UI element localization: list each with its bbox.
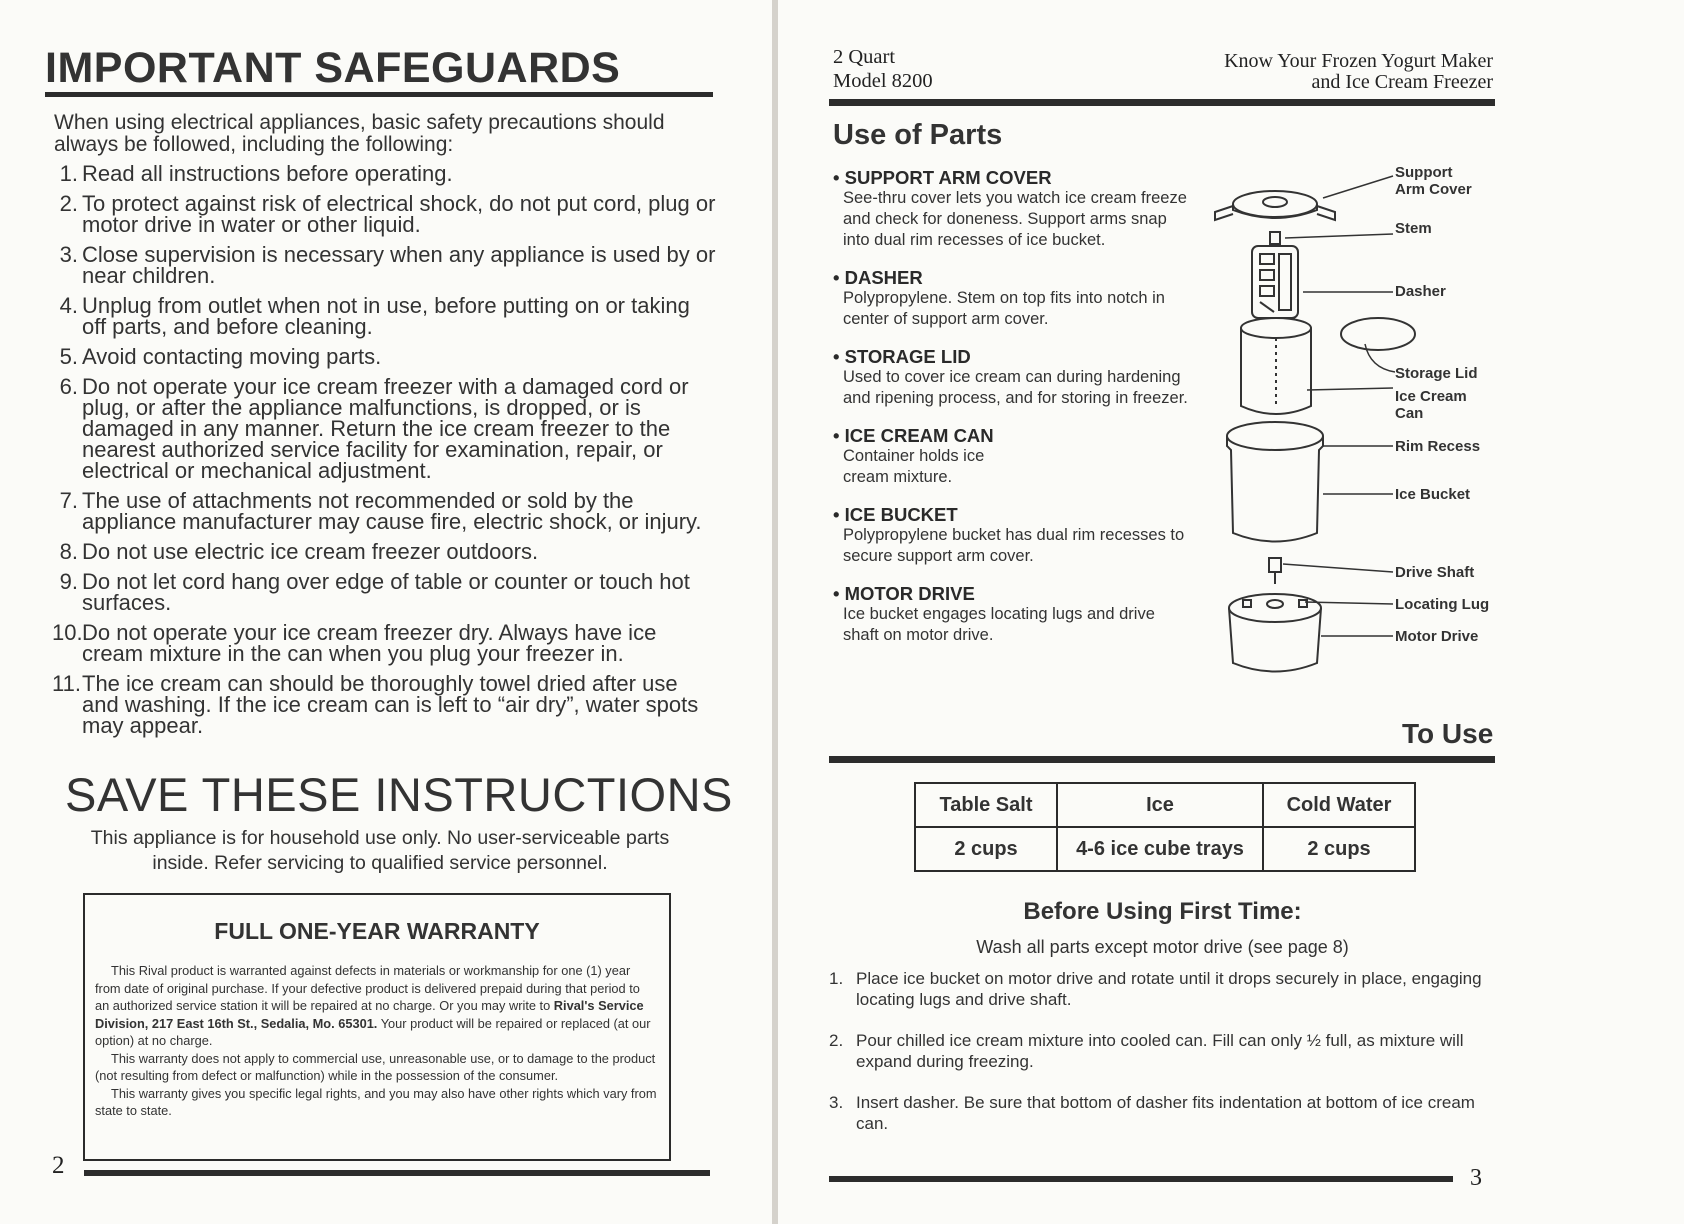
safeguards-list [52, 163, 716, 745]
table-header: Ice [1057, 783, 1263, 827]
table-header: Cold Water [1263, 783, 1415, 827]
label-ice-bucket: Ice Bucket [1395, 486, 1471, 503]
title-rule [45, 92, 713, 97]
household-use-note: This appliance is for household use only. No user-serviceable parts inside. Refer servicing to qualified service personnel. [90, 827, 670, 874]
list-item: • ICE BUCKET Polypropylene bucket has dual rim recesses to secure support arm cover. [833, 504, 1185, 565]
safeguards-title: IMPORTANT SAFEGUARDS [45, 44, 621, 92]
parts-list [833, 167, 1188, 662]
label-rim-recess: Rim Recess [1395, 438, 1481, 455]
label-storage-lid: Storage Lid [1395, 365, 1478, 382]
header-rule [829, 99, 1495, 106]
label-stem: Stem [1395, 220, 1432, 237]
table-cell: 2 cups [1263, 827, 1415, 871]
to-use-rule [829, 756, 1495, 763]
list-item: • STORAGE LID Used to cover ice cream can during hardening and ripening process, and for storing in freezer. [833, 346, 1188, 407]
list-item: 9. Do not let cord hang over edge of table or counter or touch hot surfaces. [59, 569, 690, 615]
table-row [915, 783, 1415, 827]
warranty-text: This Rival product is warranted against defects in materials or workmanship for one (1) year from date of original purchase. If your defective product is delivered prepaid during that period to an authorized service station it will be repaired at no charge. Or you may write to Rival's Service Division, 217 East 16th St., Sedalia, Mo. 65301. Your product will be repaired or replaced (at our option) at no charge. This warranty does not apply to commercial use, unreasonable use, or to damage to the product (not resulting from defect or malfunction) while in the possession of the consumer. This warranty gives you specific legal rights, and you may also have other rights which vary from state to state. [95, 963, 657, 1118]
setup-steps [829, 968, 1484, 1154]
list-item: • ICE CREAM CAN Container holds ice cream mixture. [833, 425, 994, 486]
list-item: 2. To protect against risk of electrical shock, do not put cord, plug or motor drive in water or other liquid. [59, 191, 716, 237]
table-header: Table Salt [915, 783, 1057, 827]
list-item: 3. Insert dasher. Be sure that bottom of dasher fits indentation at bottom of ice cream can. [829, 1093, 1475, 1133]
label-ice-cream-can: Ice Cream Can [1395, 388, 1467, 422]
list-item: 8. Do not use electric ice cream freezer outdoors. [59, 539, 539, 564]
table-cell: 2 cups [915, 827, 1057, 871]
label-motor-drive: Motor Drive [1395, 628, 1479, 645]
model-header: 2 Quart Model 8200 [833, 46, 933, 92]
bottom-rule-left [84, 1170, 710, 1176]
list-item: 10. Do not operate your ice cream freezer dry. Always have ice cream mixture in the can when you plug your freezer in. [52, 620, 657, 666]
list-item: • SUPPORT ARM COVER See-thru cover lets you watch ice cream freeze and check for doneness. Support arms snap into dual rim recesses of ice bucket. [833, 167, 1187, 249]
list-item: 1. Place ice bucket on motor drive and rotate until it drops securely in place, engaging locating lugs and drive shaft. [829, 969, 1482, 1009]
label-drive-shaft: Drive Shaft [1395, 564, 1475, 581]
safeguards-intro: When using electrical appliances, basic safety precautions should always be followed, including the following: [54, 111, 665, 156]
before-using-subtitle: Wash all parts except motor drive (see page 8) [976, 937, 1349, 957]
to-use-title: To Use [1402, 718, 1494, 749]
label-support-arm-cover: Support Arm Cover [1395, 164, 1472, 198]
before-using-title: Before Using First Time: [1023, 898, 1302, 925]
parts-diagram [1205, 164, 1495, 688]
page-number-right: 3 [1470, 1165, 1482, 1191]
list-item: 6. Do not operate your ice cream freezer with a damaged cord or plug, or after the appliance malfunctions, is dropped, or is damaged in any manner. Return the ice cream freezer to the nearest authorized service facility for examination, repair, or electrical or mechanical adjustment. [59, 374, 689, 483]
table-row [915, 827, 1415, 871]
list-item: 5. Avoid contacting moving parts. [59, 344, 382, 369]
page-number-left: 2 [52, 1152, 65, 1179]
bottom-rule-right [829, 1176, 1453, 1182]
label-locating-lug: Locating Lug [1395, 596, 1490, 613]
list-item: • MOTOR DRIVE Ice bucket engages locating lugs and drive shaft on motor drive. [833, 583, 1155, 644]
label-dasher: Dasher [1395, 283, 1446, 300]
salt-ice-water-table [914, 782, 1416, 872]
use-of-parts-title: Use of Parts [833, 119, 1003, 151]
list-item: • DASHER Polypropylene. Stem on top fits into notch in center of support arm cover. [833, 267, 1165, 328]
list-item: 11. The ice cream can should be thoroughly towel dried after use and washing. If the ice cream can is left to “air dry”, water spots may appear. [52, 671, 699, 738]
left-page [0, 0, 772, 1224]
list-item: 1. Read all instructions before operating. [59, 161, 453, 186]
table-cell: 4-6 ice cube trays [1057, 827, 1263, 871]
list-item: 2. Pour chilled ice cream mixture into cooled can. Fill can only ½ full, as mixture will expand during freezing. [829, 1031, 1464, 1071]
section-header: Know Your Frozen Yogurt Maker and Ice Cream Freezer [1224, 50, 1493, 93]
list-item: 3. Close supervision is necessary when any appliance is used by or near children. [59, 242, 716, 288]
warranty-title: FULL ONE-YEAR WARRANTY [214, 918, 540, 944]
list-item: 7. The use of attachments not recommended or sold by the appliance manufacturer may cause fire, electric shock, or injury. [59, 488, 702, 534]
warranty-box [83, 893, 671, 1161]
save-instructions-title: SAVE THESE INSTRUCTIONS [65, 768, 733, 821]
list-item: 4. Unplug from outlet when not in use, before putting on or taking off parts, and before cleaning. [59, 293, 690, 339]
